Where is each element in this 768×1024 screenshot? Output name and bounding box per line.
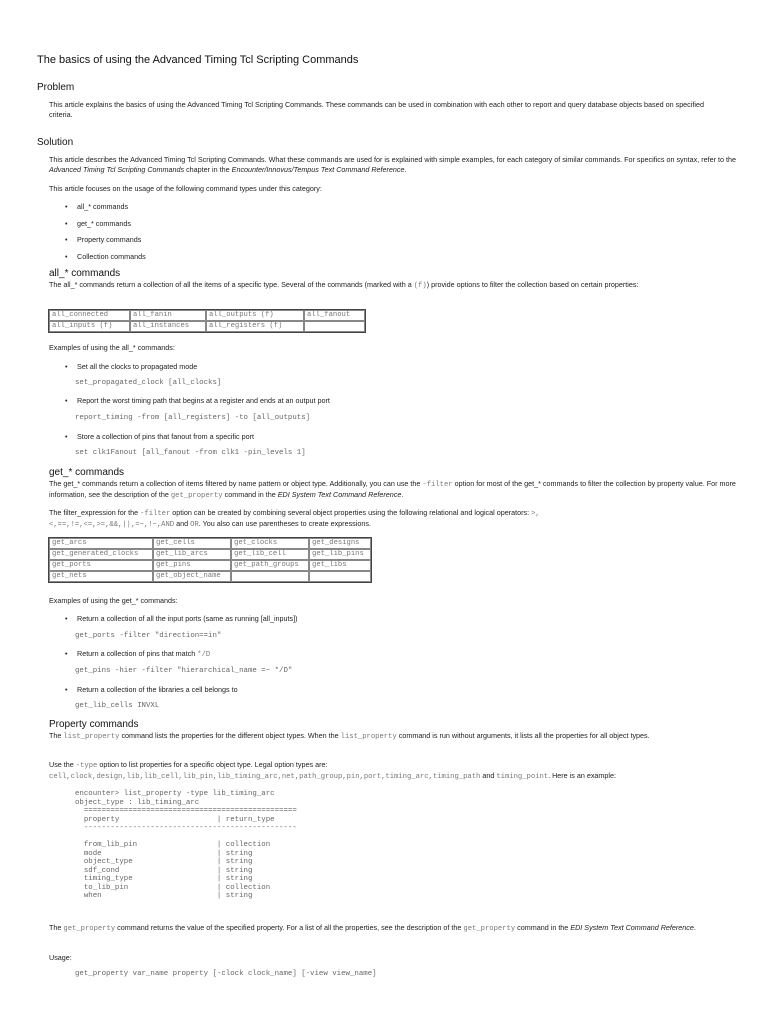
- code-block: set_propagated_clock [all_clocks]: [75, 379, 222, 387]
- code-block: set clk1Fanout [all_fanout -from clk1 -pin_levels 1]: [75, 449, 306, 457]
- table-cell: all_instances: [130, 321, 206, 332]
- type-text2: option to list properties for a specific object type. Legal option types are:: [97, 760, 328, 769]
- table-row: [49, 310, 365, 321]
- example-label-code: */D: [197, 651, 211, 659]
- type-code-tp: timing_point: [496, 773, 549, 781]
- solution-intro-ref2: Encounter/Innovus/Tempus Text Command Reference: [231, 165, 405, 174]
- all-example-1: [49, 362, 197, 372]
- property-text: The: [49, 731, 64, 740]
- code-block: get_lib_cells INVXL: [75, 702, 160, 710]
- property-text2: command lists the properties for the different object types. When the: [119, 731, 341, 740]
- get-desc-text2: option for most of the get_* commands to filter the collection by property value. For more information, see the description of the: [49, 479, 736, 499]
- list-item: • Set all the clocks to propagated mode: [49, 362, 197, 372]
- list-item: • Return a collection of all the input ports (same as running [all_inputs]): [49, 614, 298, 624]
- list-item: [49, 649, 210, 660]
- filter-text3: and: [174, 519, 191, 528]
- filter-text4: . You also can use parentheses to create expressions.: [198, 519, 371, 528]
- table-cell: get_object_name: [153, 571, 231, 582]
- get-desc-ref: EDI System Text Command Reference: [277, 490, 402, 499]
- list-item: • Return a collection of the libraries a cell belongs to: [49, 685, 238, 695]
- command-types-list: [49, 202, 146, 262]
- problem-text: This article explains the basics of using the Advanced Timing Tcl Scripting Commands. These commands can be used in combination with each other to report and query database objects based on specified criteria.: [49, 100, 704, 119]
- get-commands-heading: get_* commands: [49, 467, 125, 478]
- get-examples-label: Examples of using the get_* commands:: [49, 596, 178, 605]
- list-item: • get_* commands: [49, 219, 146, 229]
- gp-text: The: [49, 923, 64, 932]
- table-row: [49, 538, 371, 549]
- property-code: list_property: [63, 733, 120, 741]
- type-code: -type: [75, 762, 98, 770]
- table-cell: all_inputs (f): [49, 321, 130, 332]
- code-block: get_pins -hier -filter "hierarchical_name =~ */D": [75, 667, 293, 675]
- code-block: get_ports -filter "direction==in": [75, 632, 222, 640]
- table-cell: get_libs: [309, 560, 371, 571]
- all-examples-label: Examples of using the all_* commands:: [49, 343, 175, 352]
- table-cell: get_pins: [153, 560, 231, 571]
- example-label: Return a collection of pins that match: [77, 649, 198, 658]
- filter-code: -filter: [140, 510, 171, 518]
- property-commands-heading: Property commands: [49, 719, 139, 730]
- all-commands-heading: all_* commands: [49, 268, 121, 279]
- usage-code: get_property var_name property [-clock clock_name] [-view view_name]: [75, 970, 377, 978]
- gp-text3: command in the: [515, 923, 571, 932]
- all-commands-desc: [49, 280, 729, 291]
- table-cell: all_fanin: [130, 310, 206, 321]
- table-cell: get_arcs: [49, 538, 153, 549]
- filter-desc: [49, 508, 569, 530]
- table-cell: get_ports: [49, 560, 153, 571]
- property-type-desc: [49, 760, 759, 782]
- table-cell: all_connected: [49, 310, 130, 321]
- get-desc-code: -filter: [422, 481, 453, 489]
- property-code2: list_property: [340, 733, 397, 741]
- table-cell: get_nets: [49, 571, 153, 582]
- table-cell: get_lib_pins: [309, 549, 371, 560]
- usage-label: Usage:: [49, 953, 72, 962]
- table-row: [49, 321, 365, 332]
- solution-heading: Solution: [37, 137, 74, 148]
- table-row: [49, 560, 371, 571]
- table-cell: [309, 571, 371, 582]
- table-cell: get_lib_cell: [231, 549, 309, 560]
- solution-focus: This article focuses on the usage of the following command types under this category:: [49, 184, 322, 193]
- solution-intro-text2: chapter in the: [184, 165, 232, 174]
- get-desc-code2: get_property: [170, 492, 223, 500]
- all-commands-table: [48, 309, 366, 333]
- get-commands-desc: [49, 479, 739, 501]
- gp-code: get_property: [63, 925, 116, 933]
- solution-intro-text: This article describes the Advanced Timing Tcl Scripting Commands. What these commands are used for is explained with simple examples, for each category of similar commands. For specifics on syntax, refer to the: [49, 155, 736, 164]
- gp-text2: command returns the value of the specified property. For a list of all the properties, see the description of the: [115, 923, 464, 932]
- get-example-3: [49, 685, 238, 695]
- table-cell: all_outputs (f): [206, 310, 304, 321]
- list-item: • Collection commands: [49, 252, 146, 262]
- get-desc-end: .: [401, 490, 404, 499]
- get-example-1: [49, 614, 298, 624]
- all-desc-code: (f): [413, 282, 427, 290]
- property-text3: command is run without arguments, it lists all the properties for all object types.: [396, 731, 650, 740]
- table-row: [49, 549, 371, 560]
- get-property-desc: [49, 923, 739, 934]
- gp-code2: get_property: [463, 925, 516, 933]
- solution-intro: [49, 155, 739, 175]
- table-cell: [304, 321, 365, 332]
- table-cell: get_designs: [309, 538, 371, 549]
- get-example-2: [49, 649, 210, 660]
- property-desc: [49, 731, 739, 742]
- get-commands-table: [48, 537, 372, 583]
- table-cell: get_lib_arcs: [153, 549, 231, 560]
- table-cell: get_path_groups: [231, 560, 309, 571]
- table-cell: all_registers (f): [206, 321, 304, 332]
- type-text3: and: [480, 771, 497, 780]
- type-list: cell,clock,design,lib,lib_cell,lib_pin,lib_timing_arc,net,path_group,pin,port,timing_arc,timing_path: [49, 773, 481, 781]
- get-desc-text: The get_* commands return a collection of items filtered by name pattern or object type. Additionally, you can use the: [49, 479, 423, 488]
- type-text: Use the: [49, 760, 76, 769]
- table-cell: all_fanout: [304, 310, 365, 321]
- problem-heading: Problem: [37, 82, 75, 93]
- filter-text2: option can be created by combining several object properties using the following relational and logical operators:: [170, 508, 532, 517]
- table-row: [49, 571, 371, 582]
- table-cell: get_generated_clocks: [49, 549, 153, 560]
- get-desc-text3: command in the: [222, 490, 278, 499]
- list-item: • Report the worst timing path that begins at a register and ends at an output port: [49, 396, 330, 406]
- list-item: • Store a collection of pins that fanout from a specific port: [49, 432, 254, 442]
- solution-intro-end: .: [404, 165, 407, 174]
- gp-end: .: [693, 923, 696, 932]
- all-example-3: [49, 432, 254, 442]
- filter-or: OR: [190, 521, 199, 529]
- gp-ref: EDI System Text Command Reference: [570, 923, 694, 932]
- list-property-example: encounter> list_property -type lib_timing_arc object_type : lib_timing_arc ================================================ property | return_type ------------------------------------------------ from_lib_pin | collection mode | string object_type | string sdf_cond | string timing_type | string to_lib_pin | collection when | string: [75, 790, 297, 900]
- table-cell: [231, 571, 309, 582]
- type-text4: . Here is an example:: [548, 771, 617, 780]
- all-desc-text2: ) provide options to filter the collection based on certain properties:: [426, 280, 639, 289]
- filter-operators: >,<,==,!=,<=,>=,&&,||,=~,!~,AND: [49, 510, 540, 529]
- all-desc-text: The all_* commands return a collection of all the items of a specific type. Several of the commands (marked with a: [49, 280, 414, 289]
- table-cell: get_cells: [153, 538, 231, 549]
- all-example-2: [49, 396, 330, 406]
- page-title: The basics of using the Advanced Timing Tcl Scripting Commands: [37, 54, 359, 66]
- code-block: report_timing -from [all_registers] -to [all_outputs]: [75, 414, 311, 422]
- list-item: • all_* commands: [49, 202, 146, 212]
- filter-text: The filter_expression for the: [49, 508, 141, 517]
- solution-intro-ref: Advanced Timing Tcl Scripting Commands: [49, 165, 185, 174]
- list-item: • Property commands: [49, 235, 146, 245]
- table-cell: get_clocks: [231, 538, 309, 549]
